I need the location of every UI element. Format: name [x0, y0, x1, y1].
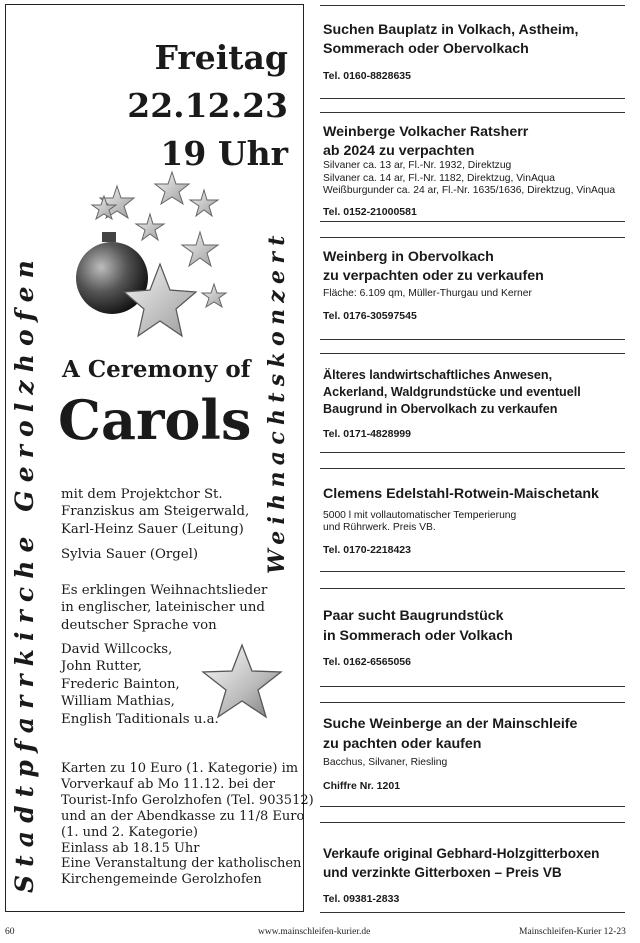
event-date-block — [127, 34, 288, 178]
ceremony-heading: A Ceremony of — [62, 356, 251, 383]
ad-body: 5000 l mit vollautomatischer Temperierung und Rührwerk. Preis VB. — [323, 509, 517, 534]
performers-text: mit dem Projektchor St. Franziskus am Steigerwald, Karl-Heinz Sauer (Leitung) — [61, 487, 250, 537]
event-time: 19 Uhr — [160, 134, 288, 173]
ad-body: Silvaner ca. 13 ar, Fl.-Nr. 1932, Direktzug Silvaner ca. 14 ar, Fl.-Nr. 1182, Direktzug, VinAqua Weißburgunder ca. 24 ar, Fl.-Nr. 1635/1636, Direktzug, VinAqua — [323, 160, 616, 197]
ad-divider — [320, 221, 625, 222]
organ-text: Sylvia Sauer (Orgel) — [61, 547, 199, 562]
event-date: 22.12.23 — [127, 86, 288, 125]
silver-star-icon — [199, 642, 285, 720]
footer-issue: Mainschleifen-Kurier 12-23 — [519, 927, 626, 937]
classified-ad — [323, 714, 623, 792]
ad-divider — [320, 353, 625, 354]
ad-title: Suchen Bauplatz in Volkach, Astheim, Sommerach oder Obervolkach — [323, 22, 579, 57]
christmas-ornament-illustration — [72, 168, 250, 350]
carols-heading: Carols — [58, 388, 252, 452]
ad-title: Clemens Edelstahl-Rotwein-Maischetank — [323, 486, 599, 502]
ad-body: Bacchus, Silvaner, Riesling — [323, 757, 448, 768]
ad-title: Weinberg in Obervolkach zu verpachten oder zu verkaufen — [323, 249, 544, 284]
ornament-cap — [102, 232, 116, 242]
ad-contact: Tel. 09381-2833 — [323, 893, 400, 905]
ad-contact: Tel. 0171-4828999 — [323, 428, 411, 440]
classified-ad — [323, 367, 623, 440]
ad-contact: Tel. 0162-6565056 — [323, 656, 411, 668]
footer-url[interactable]: www.mainschleifen-kurier.de — [258, 927, 371, 937]
ad-divider — [320, 571, 625, 572]
ad-title: Älteres landwirtschaftliches Anwesen, Ackerland, Waldgrundstücke und eventuell Baugrund in Obervolkach zu verkaufen — [323, 368, 581, 416]
ad-divider — [320, 822, 625, 823]
ticket-info: Karten zu 10 Euro (1. Kategorie) im Vorverkauf ab Mo 11.12. bei der Tourist-Info Gerolzhofen (Tel. 903512) und an der Abendkasse zu 11/8 Euro (1. und 2. Kategorie) Einlass ab 18.15 Uhr Eine Veranstaltung der katholischen Kirchengemeinde Gerolzhofen — [61, 761, 314, 888]
ad-title: Suche Weinberge an der Mainschleife zu pachten oder kaufen — [323, 716, 578, 752]
page-number: 60 — [5, 927, 15, 937]
church-name-vertical: Stadtpfarrkirche Gerolzhofen — [10, 252, 39, 893]
ad-contact: Tel. 0160-8828635 — [323, 70, 411, 82]
ad-contact: Tel. 0170-2218423 — [323, 543, 411, 556]
ad-divider — [320, 98, 625, 99]
classified-ad — [323, 606, 623, 668]
classified-ad — [323, 21, 623, 82]
classified-ad — [323, 845, 623, 905]
ad-divider — [320, 468, 625, 469]
classified-ad — [323, 248, 623, 322]
program-intro-text: Es erklingen Weihnachtslieder in englischer, lateinischer und deutscher Sprache von — [61, 583, 268, 633]
event-day: Freitag — [154, 38, 288, 77]
ad-title: Weinberge Volkacher Ratsherr ab 2024 zu verpachten — [323, 124, 529, 159]
ad-divider — [320, 686, 625, 687]
ad-contact: Tel. 0152-21000581 — [323, 205, 417, 218]
classified-ad — [323, 485, 623, 556]
ad-divider — [320, 112, 625, 113]
ad-contact: Tel. 0176-30597545 — [323, 309, 417, 322]
ad-divider — [320, 702, 625, 703]
ad-divider — [320, 5, 625, 6]
ad-divider — [320, 237, 625, 238]
ad-body: Fläche: 6.109 qm, Müller-Thurgau und Kerner — [323, 288, 532, 299]
ad-divider — [320, 806, 625, 807]
ad-divider — [320, 588, 625, 589]
ad-divider — [320, 339, 625, 340]
ad-divider — [320, 452, 625, 453]
classified-ad — [323, 123, 623, 218]
ad-title: Paar sucht Baugrundstück in Sommerach oder Volkach — [323, 608, 513, 644]
ad-divider — [320, 912, 625, 913]
composers-list: David Willcocks, John Rutter, Frederic Bainton, William Mathias, English Taditionals u.a. — [61, 642, 219, 727]
ad-title: Verkaufe original Gebhard-Holzgitterboxen und verzinkte Gitterboxen – Preis VB — [323, 846, 600, 880]
concert-title-vertical: Weihnachtskonzert — [264, 229, 290, 574]
ad-contact: Chiffre Nr. 1201 — [323, 779, 401, 792]
